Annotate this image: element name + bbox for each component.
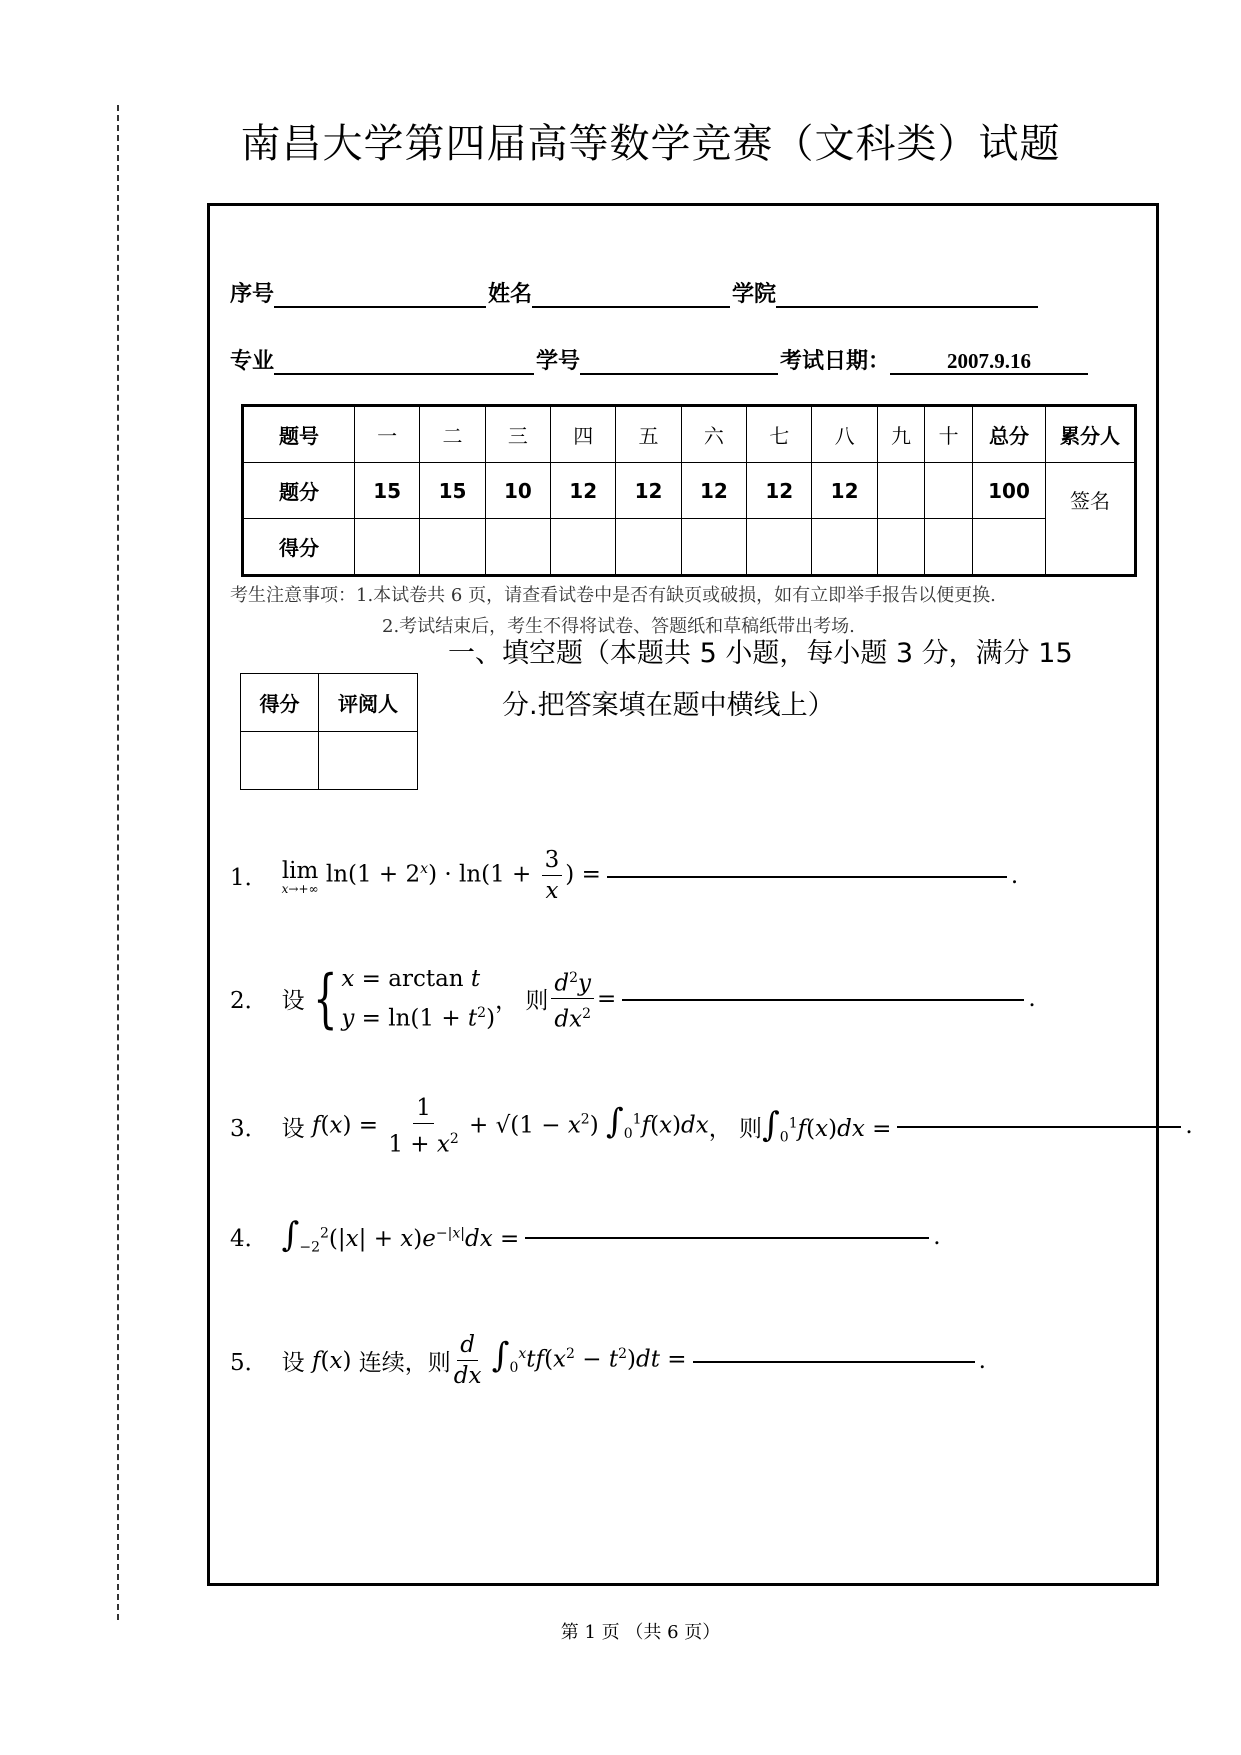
question-number-label: 题号 [243,406,355,463]
total-points: 100 [973,463,1046,519]
points-label: 题分 [243,463,355,519]
question-prefix: 设 [281,988,305,1015]
formula-2-system: { x = arctan t $y = \ln(1 + t^2)$ [312,961,496,1036]
student-id-field[interactable] [580,349,778,375]
obtained-cell[interactable] [681,519,746,576]
answer-blank-2[interactable] [622,997,1024,1001]
points-cell [877,463,925,519]
points-cell [925,463,973,519]
points-cell: 15 [355,463,420,519]
major-field[interactable] [274,349,534,375]
points-cell: 12 [681,463,746,519]
answer-blank-3[interactable] [897,1124,1181,1128]
points-cell: 12 [747,463,812,519]
section-heading [448,628,1128,732]
question-col: 六 [681,406,746,463]
question-4: 4． $\int_{-2}^2(|x| + x)e^{-|x|}dx$ = . [230,1215,941,1256]
question-continuity: 连续，则 [358,1350,451,1376]
points-cell: 12 [551,463,616,519]
info-row-1 [230,277,1040,308]
college-field[interactable] [776,282,1038,308]
score-table-header-row [243,406,1136,463]
section-heading-line-2: 分.把答案填在题中横线上） [502,690,835,721]
formula-1: lim x→+∞ $\ln(1 + 2^x) \cdot \ln(1$ + $\frac{3}{x}$ ) = [281,847,601,904]
college-label: 学院 [732,282,777,307]
question-number: 3． [230,1115,268,1142]
total-label: 总分 [973,406,1046,463]
question-col: 三 [485,406,550,463]
obtained-cell[interactable] [616,519,681,576]
obtained-total-cell[interactable] [973,519,1046,576]
note-line-1: 考生注意事项：1.本试卷共 6 页，请查看试卷中是否有缺页或破损，如有立即举手报告以便更换. [230,585,996,606]
formula-2-derivative: $\frac{d^2y}{dx^2}$ [551,963,594,1035]
obtained-cell[interactable] [877,519,925,576]
formula-5: $\frac{d}{dx}$ $\int_0^xtf(x^2 - t^2)dt$ = [453,1332,687,1389]
student-id-label: 学号 [536,349,581,374]
question-prefix: 设 [281,1350,305,1376]
serial-label: 序号 [230,282,275,307]
question-number: 4． [230,1226,268,1253]
name-label: 姓名 [488,282,533,307]
question-3: 3． 设 f(x) = $\frac{1}{1 + x^2}$ + $√(1 - x^2)$ $\int_0^1f(x)dx$ ， 则 $\int_0^1f(x)dx$ = . [230,1095,1193,1158]
formula-3-integral: $\int_0^1f(x)dx$ = [762,1104,892,1146]
score-table [241,404,1137,577]
major-label: 专业 [230,349,275,374]
exam-date-value: 2007.9.16 [890,349,1088,375]
question-number: 2． [230,988,268,1015]
answer-blank-4[interactable] [525,1235,929,1239]
score-table-obtained-row [243,519,1136,576]
obtained-cell[interactable] [485,519,550,576]
section-heading-line-1: 一、填空题（本题共 5 小题，每小题 3 分，满分 15 [448,638,1073,669]
question-number: 5． [230,1350,268,1376]
question-col: 四 [551,406,616,463]
grader-table [240,673,418,790]
serial-field[interactable] [274,282,486,308]
question-number: 1． [230,865,268,891]
name-field[interactable] [532,282,730,308]
obtained-cell[interactable] [551,519,616,576]
answer-blank-1[interactable] [607,874,1007,878]
obtained-cell[interactable] [925,519,973,576]
question-col: 五 [616,406,681,463]
obtained-cell[interactable] [420,519,485,576]
question-col: 八 [812,406,877,463]
note-line-2: 2.考试结束后，考生不得将试卷、答题纸和草稿纸带出考场. [382,616,855,637]
obtained-cell[interactable] [747,519,812,576]
obtained-cell[interactable] [355,519,420,576]
question-1: 1． lim x→+∞ $\ln(1 + 2^x) \cdot \ln(1$ + $\frac{3}{x}$ ) = . [230,847,1019,904]
points-cell: 12 [812,463,877,519]
signature-label: 签名 [1046,463,1136,576]
question-then: ， 则 [495,988,549,1015]
question-col: 七 [747,406,812,463]
page-footer: 第 1 页 （共 6 页） [560,1622,721,1643]
points-cell: 10 [485,463,550,519]
binding-cut-line [117,105,119,1620]
question-col: 十 [925,406,973,463]
question-2: 2． 设 { x = arctan t $y = \ln(1 + t^2)$ ， 则 $\frac{d^2y}{dx^2}$ = . [230,961,1036,1036]
points-cell: 12 [616,463,681,519]
question-then: ， 则 [708,1115,763,1142]
formula-5-f: f(x) [311,1347,359,1374]
question-col: 九 [877,406,925,463]
obtained-cell[interactable] [812,519,877,576]
question-5: 5． 设 f(x) 连续，则 $\frac{d}{dx}$ $\int_0^xtf(x^2 - t^2)dt$ = . [230,1332,986,1389]
scorer-label: 累分人 [1046,406,1136,463]
info-row-2 [230,344,1090,375]
score-table-points-row [243,463,1136,519]
points-cell: 15 [420,463,485,519]
formula-4: $\int_{-2}^2(|x| + x)e^{-|x|}dx$ = [281,1215,520,1256]
grader-score-cell[interactable] [241,732,319,790]
exam-date-label: 考试日期： [780,349,891,374]
page-title: 南昌大学第四届高等数学竞赛（文科类）试题 [240,121,1061,167]
question-col: 一 [355,406,420,463]
question-col: 二 [420,406,485,463]
answer-blank-5[interactable] [693,1359,975,1363]
grader-score-label: 得分 [241,674,319,732]
formula-3: f(x) = $\frac{1}{1 + x^2}$ + $√(1 - x^2)$ $\int_0^1f(x)dx$ [311,1095,709,1158]
question-prefix: 设 [281,1115,305,1142]
obtained-label: 得分 [243,519,355,576]
grader-reviewer-label: 评阅人 [319,674,418,732]
grader-reviewer-cell[interactable] [319,732,418,790]
